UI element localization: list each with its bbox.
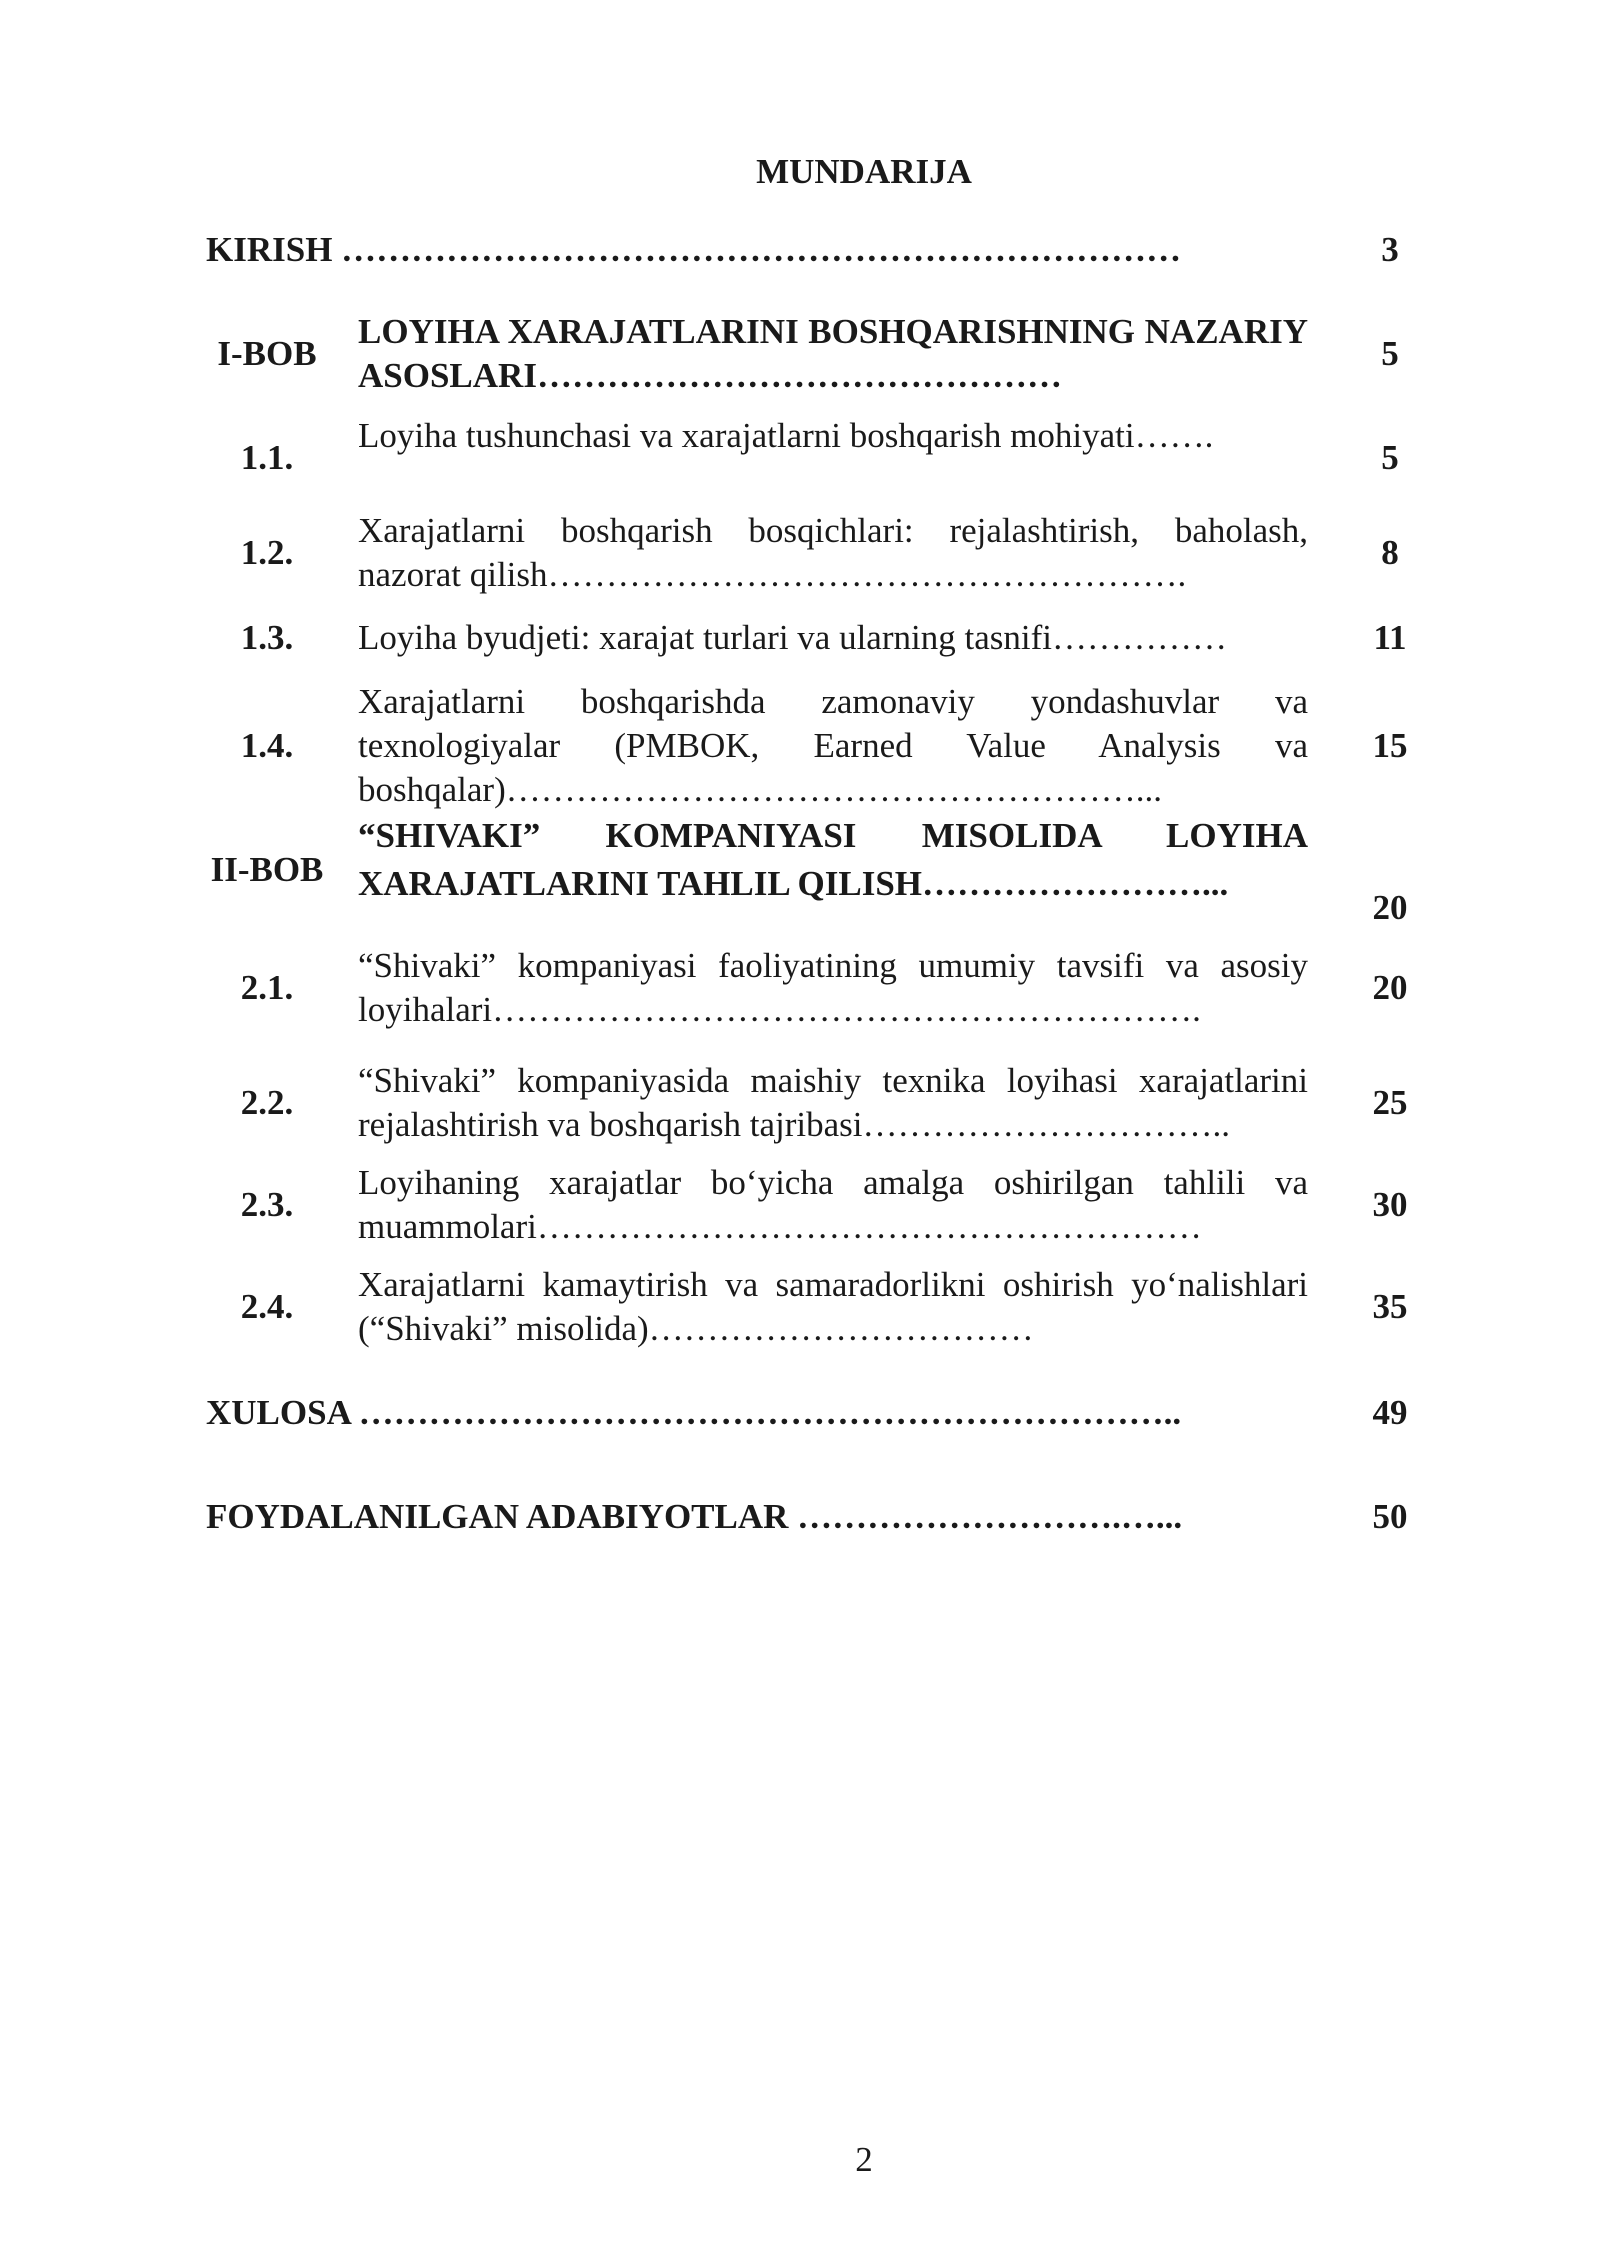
toc-page-number: 25 [1372, 1083, 1408, 1122]
chapter-label: I-BOB [217, 334, 317, 373]
section-title: Loyihaning xarajatlar bo‘yicha amalga oshirilgan tahlili va muammolari………………………………………………… [358, 1163, 1308, 1246]
toc-page-number: 49 [1372, 1393, 1408, 1432]
section-number: 2.3. [240, 1185, 294, 1224]
toc-entry-text: FOYDALANILGAN ADABIYOTLAR ……………………….…... [206, 1497, 1183, 1536]
chapter-title: “SHIVAKI” KOMPANIYASI MISOLIDA LOYIHA XARAJATLARINI TAHLIL QILISH……………………... [358, 816, 1308, 903]
section-number: 1.2. [240, 533, 294, 572]
section-title: “Shivaki” kompaniyasida maishiy texnika loyihasi xarajatlarini rejalashtirish va boshqarish tajribasi………………………….. [358, 1061, 1308, 1144]
section-number: 2.4. [240, 1287, 294, 1326]
toc-page-number: 11 [1373, 618, 1407, 657]
section-title: Xarajatlarni boshqarishda zamonaviy yondashuvlar va texnologiyalar (PMBOK, Earned Value Analysis va boshqalar)………………………………………………... [358, 682, 1308, 809]
toc-page-number: 8 [1381, 533, 1399, 572]
section-title: Loyiha tushunchasi va xarajatlarni boshqarish mohiyati……. [358, 416, 1214, 455]
toc-entry-text: XULOSA …………………………………………………………….. [206, 1393, 1182, 1432]
chapter-title: LOYIHA XARAJATLARINI BOSHQARISHNING NAZARIY ASOSLARI……………………………………… [358, 312, 1308, 395]
section-number: 2.1. [240, 968, 294, 1007]
page-title: MUNDARIJA [756, 152, 972, 191]
toc-entry-text: KIRISH ……………………………………………………………… [206, 230, 1182, 269]
toc-page-number: 20 [1372, 888, 1408, 927]
toc-page-number: 5 [1381, 438, 1399, 477]
page-number: 2 [855, 2140, 873, 2179]
toc-page-number: 20 [1372, 968, 1408, 1007]
chapter-label: II-BOB [210, 850, 324, 889]
toc-page-number: 50 [1372, 1497, 1408, 1536]
section-number: 1.4. [240, 726, 294, 765]
section-title: Xarajatlarni kamaytirish va samaradorlikni oshirish yo‘nalishlari (“Shivaki” misolida)…………………………… [358, 1265, 1308, 1348]
toc-page-number: 30 [1372, 1185, 1408, 1224]
toc-page-number: 5 [1381, 334, 1399, 373]
section-title: Xarajatlarni boshqarish bosqichlari: rejalashtirish, baholash, nazorat qilish………………………………………………. [358, 511, 1308, 594]
section-number: 1.3. [240, 618, 294, 657]
section-title: “Shivaki” kompaniyasi faoliyatining umumiy tavsifi va asosiy loyihalari……………………………………………………. [358, 946, 1308, 1029]
toc-page-number: 35 [1372, 1287, 1408, 1326]
section-title: Loyiha byudjeti: xarajat turlari va ularning tasnifi…………… [358, 618, 1227, 657]
section-number: 1.1. [240, 438, 294, 477]
toc-page-number: 15 [1372, 726, 1408, 765]
section-number: 2.2. [240, 1083, 294, 1122]
toc-page-number: 3 [1381, 230, 1399, 269]
